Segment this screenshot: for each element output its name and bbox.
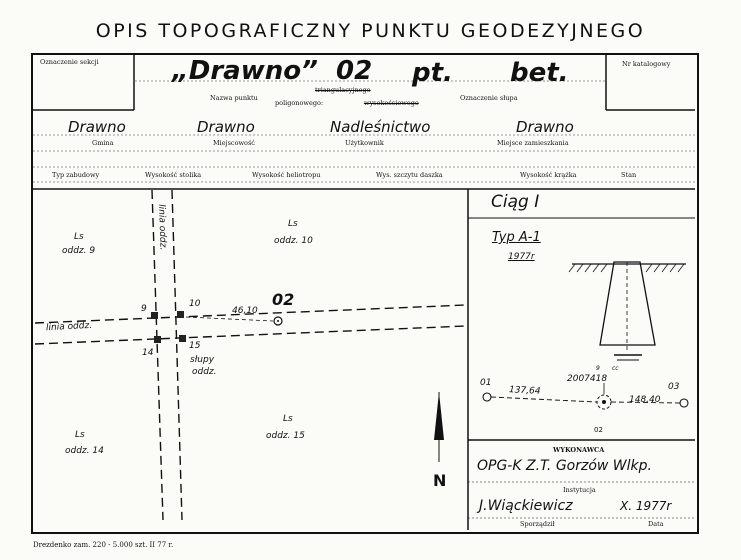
col-wysokosc-heliotropu: Wysokość heliotropu xyxy=(252,171,321,179)
label-ls-1: Ls xyxy=(74,232,84,242)
instytucja-label: Instytucja xyxy=(563,486,596,494)
traverse-point-01: 01 xyxy=(480,378,492,388)
point-name-label: Nazwa punktu xyxy=(210,94,258,102)
catalog-number-label: Nr katalogowy xyxy=(622,60,671,68)
point-abbrev: pt. xyxy=(412,58,453,88)
col-wys-szczytu-daszka: Wys. szczytu daszka xyxy=(376,171,443,179)
pillar-mark-label: Oznaczenie słupa xyxy=(460,94,518,102)
author-date: X. 1977r xyxy=(620,499,672,513)
traverse-name: Ciąg I xyxy=(491,192,540,212)
traverse-point-02: 02 xyxy=(594,426,603,434)
zamieszkania-value: Drawno xyxy=(516,118,574,136)
svg-text:N: N xyxy=(433,471,447,490)
pillar-type-label: Typ A-1 xyxy=(492,230,541,245)
uzytkownik-value: Nadleśnictwo xyxy=(330,118,431,136)
point-number: 02 xyxy=(336,56,373,86)
label-linia-horizontal: linia oddz. xyxy=(45,320,93,334)
point-name: „Drawno” xyxy=(172,56,318,86)
pillar-section-diagram xyxy=(569,262,686,360)
data-label: Data xyxy=(648,520,664,528)
pillar-type: bet. xyxy=(510,58,569,88)
label-stone-9: 9 xyxy=(141,304,147,314)
label-oddz-14: oddz. 14 xyxy=(65,446,104,456)
label-linia-vertical: linia oddz. xyxy=(156,204,168,251)
mark-a: 9 xyxy=(596,365,600,372)
zamieszkania-label: Miejsce zamieszkania xyxy=(497,139,569,147)
label-stupy-oddz: oddz. xyxy=(192,367,217,377)
label-ls-2: Ls xyxy=(288,219,298,229)
gmina-value: Drawno xyxy=(68,118,126,136)
north-arrow-icon xyxy=(433,392,446,490)
sporzadzil-label: Sporządził xyxy=(520,520,555,528)
col-wysokosc-krazka: Wysokość krążka xyxy=(520,171,577,179)
label-stone-14: 14 xyxy=(142,348,154,358)
print-info: Drezdenko zam. 220 - 5.000 szt. II 77 r. xyxy=(33,541,174,549)
col-typ-zabudowy: Typ zabudowy xyxy=(52,171,100,179)
label-oddz-10: oddz. 10 xyxy=(274,236,313,246)
uzytkownik-label: Użytkownik xyxy=(345,139,384,147)
type-triangulation-struck: triangulacyjnego xyxy=(315,86,371,94)
label-oddz-9: oddz. 9 xyxy=(62,246,96,256)
label-ls-4: Ls xyxy=(283,414,293,424)
label-stone-15: 15 xyxy=(189,341,201,351)
traverse-distance-1: 137,64 xyxy=(508,385,541,397)
author-signature: J.Wiąckiewicz xyxy=(479,498,573,514)
label-stone-10: 10 xyxy=(189,299,201,309)
label-distance: 46,10 xyxy=(232,306,258,316)
pillar-year: 1977r xyxy=(508,252,535,262)
traverse-point-2007418: 2007418 xyxy=(567,374,608,384)
type-polygon-label: poligonowego: xyxy=(275,99,324,107)
section-label: Oznaczenie sekcji xyxy=(40,58,99,66)
wykonawca-label: WYKONAWCA xyxy=(553,446,605,454)
document-title: OPIS TOPOGRAFICZNY PUNKTU GEODEZYJNEGO xyxy=(95,20,646,42)
type-height-struck: wysokościowego xyxy=(364,99,419,107)
label-ls-3: Ls xyxy=(75,430,85,440)
label-oddz-15: oddz. 15 xyxy=(266,431,305,441)
traverse-distance-2: 148,40 xyxy=(629,395,661,405)
company-name: OPG-K Z.T. Gorzów Wlkp. xyxy=(477,458,652,474)
traverse-point-03: 03 xyxy=(668,382,680,392)
mark-b: cc xyxy=(612,365,619,372)
gmina-label: Gmina xyxy=(92,139,114,147)
miejscowosc-value: Drawno xyxy=(197,118,255,136)
col-wysokosc-stolika: Wysokość stolika xyxy=(145,171,202,179)
col-stan: Stan xyxy=(621,171,637,179)
miejscowosc-label: Miejscowość xyxy=(213,139,255,147)
label-stupy: słupy xyxy=(190,355,215,365)
label-point-02: 02 xyxy=(272,290,295,309)
